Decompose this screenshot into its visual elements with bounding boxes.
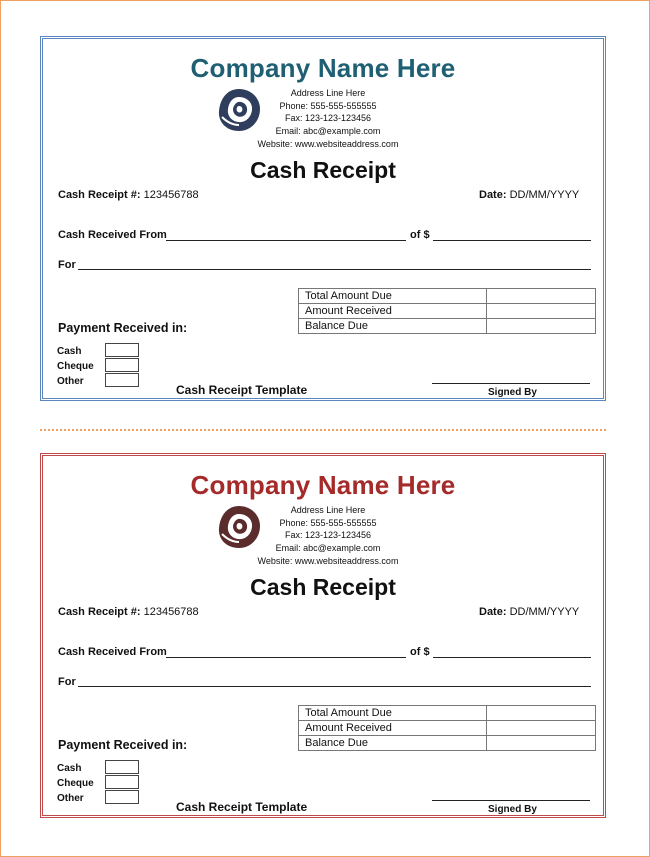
amount-of-label: of $ <box>410 646 430 658</box>
payment-received-label: Payment Received in: <box>58 321 188 335</box>
email-line: Email: abc@example.com <box>275 126 381 137</box>
receipt-date <box>479 189 579 201</box>
table-row <box>299 721 596 736</box>
cash-checkbox[interactable] <box>105 760 139 774</box>
amount-received-field[interactable] <box>487 721 596 736</box>
company-name: Company Name Here <box>190 53 456 83</box>
date-value[interactable]: DD/MM/YYYY <box>509 606 580 618</box>
for-label: For <box>58 259 76 271</box>
receipt-blue <box>40 36 606 401</box>
received-from-field[interactable] <box>166 657 406 658</box>
option-cash-label: Cash <box>57 763 82 774</box>
signed-by-label: Signed By <box>488 387 537 398</box>
cut-divider <box>40 429 606 431</box>
fax-line: Fax: 123-123-123456 <box>284 530 372 541</box>
template-label: Cash Receipt Template <box>176 383 308 397</box>
total-amount-due-field[interactable] <box>487 706 596 721</box>
balance-due-label: Balance Due <box>299 736 487 751</box>
for-field[interactable] <box>78 686 591 687</box>
website-line: Website: www.websiteaddress.com <box>257 555 399 566</box>
payment-received-label: Payment Received in: <box>58 738 188 752</box>
received-from-field[interactable] <box>166 240 406 241</box>
balance-due-field[interactable] <box>487 319 596 334</box>
amount-table <box>298 705 596 751</box>
other-checkbox[interactable] <box>105 790 139 804</box>
balance-due-field[interactable] <box>487 736 596 751</box>
for-field[interactable] <box>78 269 591 270</box>
receipt-number-value[interactable]: 123456788 <box>143 189 199 201</box>
total-amount-due-label: Total Amount Due <box>299 706 487 721</box>
receipt-number-label: Cash Receipt #: <box>58 606 141 618</box>
date-label: Date: <box>479 606 507 618</box>
table-row <box>299 304 596 319</box>
amount-field[interactable] <box>433 657 591 658</box>
total-amount-due-label: Total Amount Due <box>299 289 487 304</box>
received-from-label: Cash Received From <box>58 646 167 658</box>
option-cash-label: Cash <box>57 346 82 357</box>
received-from-label: Cash Received From <box>58 229 167 241</box>
receipt-number-label: Cash Receipt #: <box>58 189 141 201</box>
option-cheque-label: Cheque <box>57 361 94 372</box>
fax-line: Fax: 123-123-123456 <box>284 113 372 124</box>
amount-received-label: Amount Received <box>299 721 487 736</box>
phone-line: Phone: 555-555-555555 <box>279 517 377 528</box>
receipt-date <box>479 606 579 618</box>
receipt-number <box>58 606 199 618</box>
receipt-number <box>58 189 199 201</box>
signature-line[interactable] <box>432 800 590 801</box>
date-label: Date: <box>479 189 507 201</box>
contact-block <box>203 504 453 568</box>
amount-table <box>298 288 596 334</box>
date-value[interactable]: DD/MM/YYYY <box>509 189 580 201</box>
email-line: Email: abc@example.com <box>275 543 381 554</box>
amount-field[interactable] <box>433 240 591 241</box>
phone-line: Phone: 555-555-555555 <box>279 100 377 111</box>
option-cheque-label: Cheque <box>57 778 94 789</box>
contact-block <box>203 87 453 151</box>
for-label: For <box>58 676 76 688</box>
cheque-checkbox[interactable] <box>105 358 139 372</box>
receipt-title: Cash Receipt <box>250 574 396 600</box>
table-row <box>299 319 596 334</box>
address-line: Address Line Here <box>290 88 366 98</box>
signed-by-label: Signed By <box>488 804 537 815</box>
website-line: Website: www.websiteaddress.com <box>257 138 399 149</box>
receipt-number-value[interactable]: 123456788 <box>143 606 199 618</box>
table-row <box>299 289 596 304</box>
amount-received-field[interactable] <box>487 304 596 319</box>
signature-line[interactable] <box>432 383 590 384</box>
company-name: Company Name Here <box>190 470 456 500</box>
other-checkbox[interactable] <box>105 373 139 387</box>
receipt-red <box>40 453 606 818</box>
option-other-label: Other <box>57 793 84 804</box>
balance-due-label: Balance Due <box>299 319 487 334</box>
total-amount-due-field[interactable] <box>487 289 596 304</box>
cash-checkbox[interactable] <box>105 343 139 357</box>
option-other-label: Other <box>57 376 84 387</box>
address-line: Address Line Here <box>290 505 366 515</box>
amount-of-label: of $ <box>410 229 430 241</box>
table-row <box>299 706 596 721</box>
cheque-checkbox[interactable] <box>105 775 139 789</box>
table-row <box>299 736 596 751</box>
template-label: Cash Receipt Template <box>176 800 308 814</box>
amount-received-label: Amount Received <box>299 304 487 319</box>
receipt-title: Cash Receipt <box>250 157 396 183</box>
